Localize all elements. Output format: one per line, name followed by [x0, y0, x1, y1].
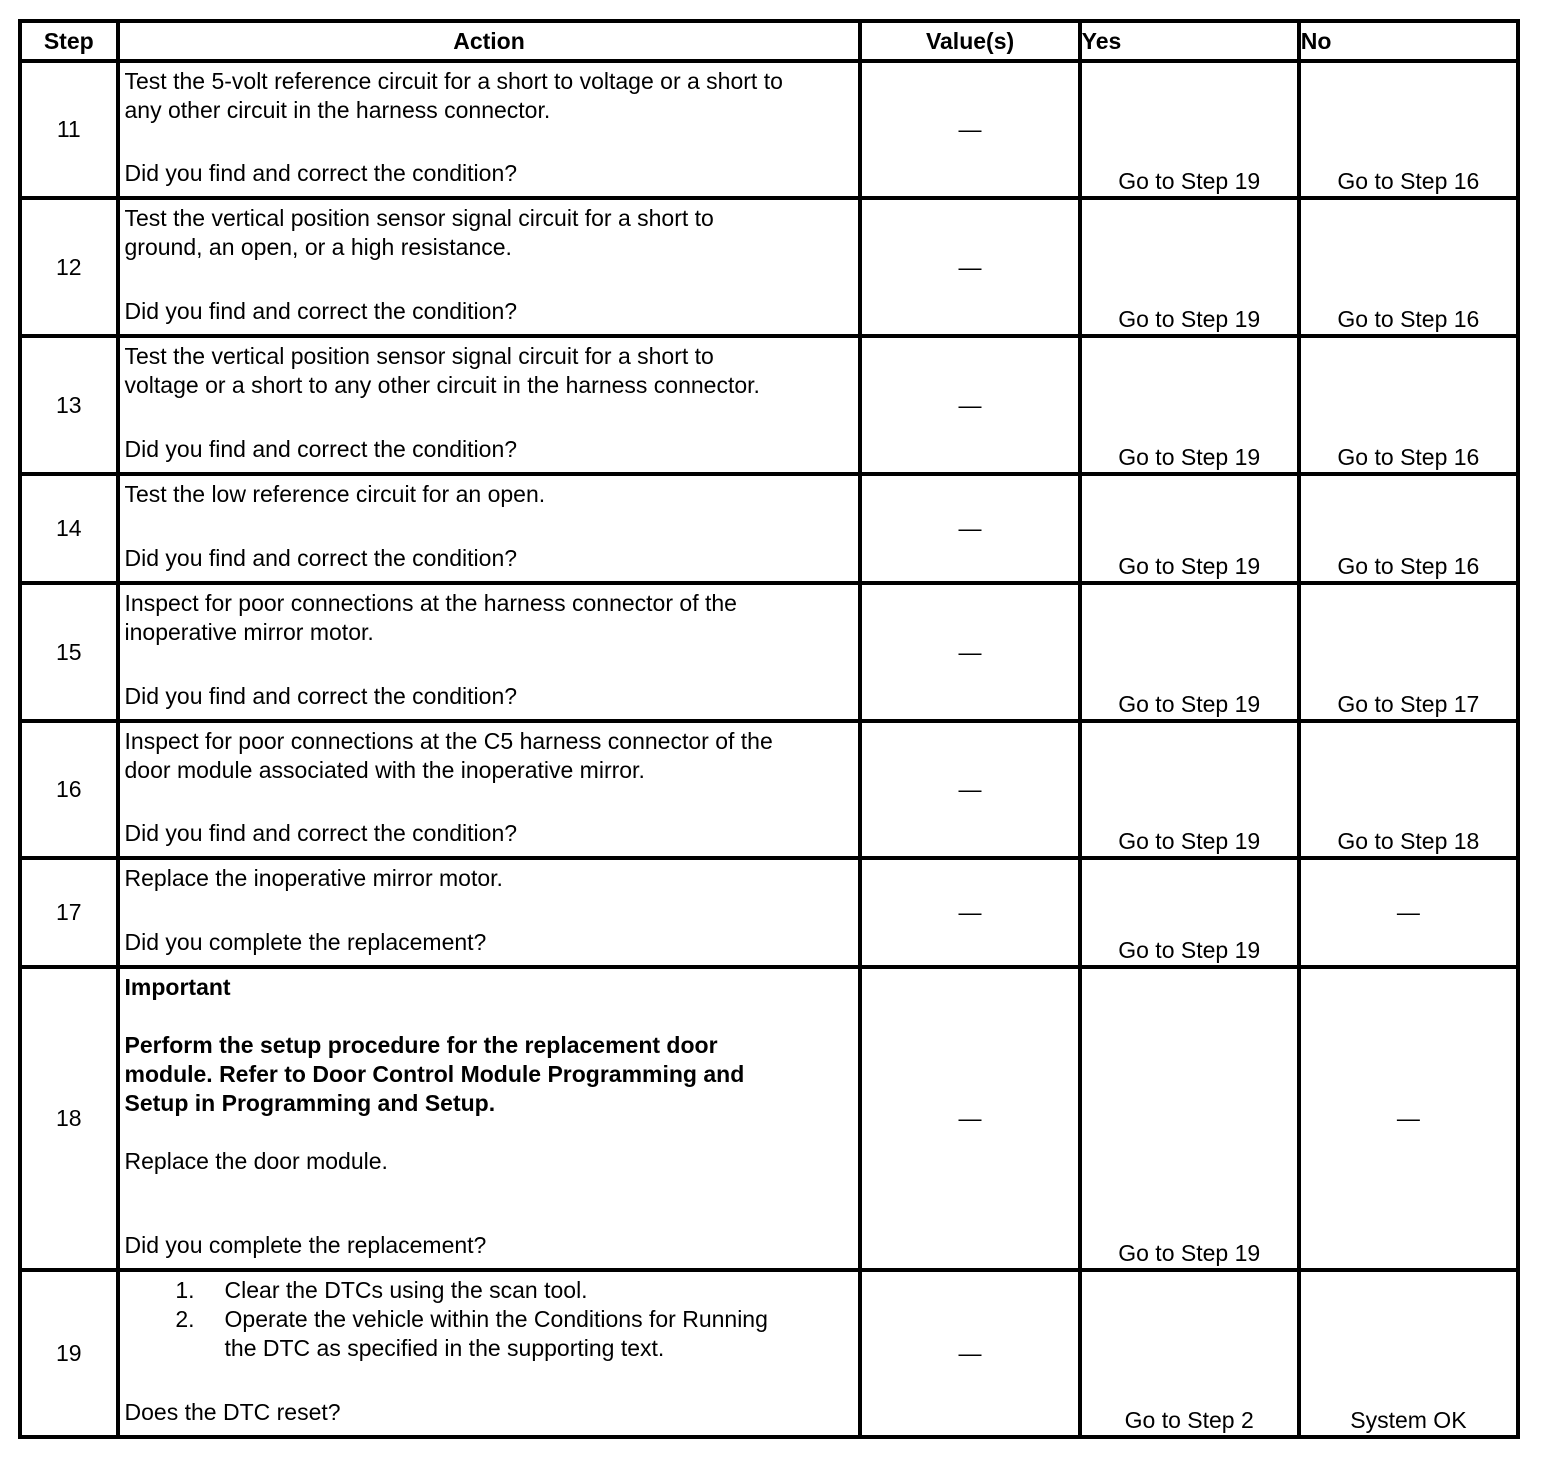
action-cell	[118, 61, 861, 198]
table-row	[20, 721, 1518, 858]
step-number: 18	[20, 967, 118, 1270]
header-no: No	[1299, 21, 1518, 61]
action-cell	[118, 721, 861, 858]
action-cell	[118, 858, 861, 967]
list-text: Operate the vehicle within the Conditions for Running	[224, 1306, 768, 1332]
values-cell: —	[860, 583, 1079, 721]
table-row	[20, 474, 1518, 583]
action-cell	[118, 474, 861, 583]
step-number: 14	[20, 474, 118, 583]
table-row	[20, 967, 1518, 1270]
yes-cell: Go to Step 2	[1080, 1270, 1299, 1437]
list-item	[125, 1276, 851, 1305]
yes-cell: Go to Step 19	[1080, 336, 1299, 474]
action-cell	[118, 198, 861, 336]
diagnostic-table	[18, 19, 1520, 1439]
no-cell: Go to Step 16	[1299, 474, 1518, 583]
action-question: Did you find and correct the condition?	[124, 160, 518, 186]
action-question: Does the DTC reset?	[124, 1399, 341, 1425]
header-values: Value(s)	[860, 21, 1079, 61]
values-cell: —	[860, 198, 1079, 336]
action-text: voltage or a short to any other circuit in the harness connector.	[124, 372, 760, 398]
no-cell: Go to Step 18	[1299, 721, 1518, 858]
step-number: 16	[20, 721, 118, 858]
important-label: Important	[124, 974, 231, 1000]
action-cell	[118, 967, 861, 1270]
values-cell: —	[860, 858, 1079, 967]
yes-cell: Go to Step 19	[1080, 474, 1299, 583]
no-cell: Go to Step 17	[1299, 583, 1518, 721]
action-question: Did you find and correct the condition?	[124, 298, 518, 324]
step-number: 19	[20, 1270, 118, 1437]
table-row	[20, 858, 1518, 967]
action-text: any other circuit in the harness connector.	[124, 97, 551, 123]
step-number: 17	[20, 858, 118, 967]
yes-cell: Go to Step 19	[1080, 967, 1299, 1270]
list-text: Clear the DTCs using the scan tool.	[224, 1277, 588, 1303]
action-text: Replace the inoperative mirror motor.	[124, 865, 503, 891]
header-row	[20, 21, 1518, 61]
values-cell: —	[860, 967, 1079, 1270]
step-number: 11	[20, 61, 118, 198]
action-text: Test the vertical position sensor signal circuit for a short to	[124, 205, 714, 231]
no-cell: —	[1299, 967, 1518, 1270]
action-text: Test the low reference circuit for an open.	[124, 481, 546, 507]
action-cell	[118, 336, 861, 474]
step-number: 12	[20, 198, 118, 336]
table-row	[20, 198, 1518, 336]
list-item	[125, 1305, 851, 1363]
values-cell: —	[860, 1270, 1079, 1437]
yes-cell: Go to Step 19	[1080, 858, 1299, 967]
yes-cell: Go to Step 19	[1080, 198, 1299, 336]
action-text: ground, an open, or a high resistance.	[124, 234, 512, 260]
action-text: Inspect for poor connections at the C5 harness connector of the	[124, 728, 773, 754]
action-question: Did you find and correct the condition?	[124, 683, 518, 709]
yes-cell: Go to Step 19	[1080, 721, 1299, 858]
no-cell: —	[1299, 858, 1518, 967]
yes-cell: Go to Step 19	[1080, 61, 1299, 198]
action-question: Did you find and correct the condition?	[124, 820, 518, 846]
important-text: module. Refer to Door Control Module Programming and	[124, 1061, 745, 1087]
action-cell	[118, 583, 861, 721]
no-cell: System OK	[1299, 1270, 1518, 1437]
yes-cell: Go to Step 19	[1080, 583, 1299, 721]
action-text: Test the vertical position sensor signal circuit for a short to	[124, 343, 714, 369]
step-number: 15	[20, 583, 118, 721]
list-text: the DTC as specified in the supporting text.	[224, 1335, 665, 1361]
values-cell: —	[860, 336, 1079, 474]
action-question: Did you complete the replacement?	[124, 1232, 487, 1258]
no-cell: Go to Step 16	[1299, 336, 1518, 474]
list-number: 2.	[175, 1306, 195, 1332]
action-question: Did you find and correct the condition?	[124, 436, 518, 462]
table-row	[20, 583, 1518, 721]
no-cell: Go to Step 16	[1299, 61, 1518, 198]
step-number: 13	[20, 336, 118, 474]
values-cell: —	[860, 61, 1079, 198]
table-row	[20, 1270, 1518, 1437]
action-question: Did you find and correct the condition?	[124, 545, 518, 571]
no-cell: Go to Step 16	[1299, 198, 1518, 336]
values-cell: —	[860, 721, 1079, 858]
header-action: Action	[118, 21, 861, 61]
header-yes: Yes	[1080, 21, 1299, 61]
list-number: 1.	[175, 1277, 195, 1303]
action-text: Replace the door module.	[124, 1148, 388, 1174]
action-text: door module associated with the inoperative mirror.	[124, 757, 645, 783]
important-text: Perform the setup procedure for the replacement door	[124, 1032, 718, 1058]
table-row	[20, 336, 1518, 474]
header-step: Step	[20, 21, 118, 61]
action-question: Did you complete the replacement?	[124, 929, 487, 955]
action-text: Inspect for poor connections at the harness connector of the	[124, 590, 737, 616]
important-text: Setup in Programming and Setup.	[124, 1090, 496, 1116]
action-text: Test the 5-volt reference circuit for a short to voltage or a short to	[124, 68, 783, 94]
action-cell	[118, 1270, 861, 1437]
action-text: inoperative mirror motor.	[124, 619, 374, 645]
values-cell: —	[860, 474, 1079, 583]
table-row	[20, 61, 1518, 198]
